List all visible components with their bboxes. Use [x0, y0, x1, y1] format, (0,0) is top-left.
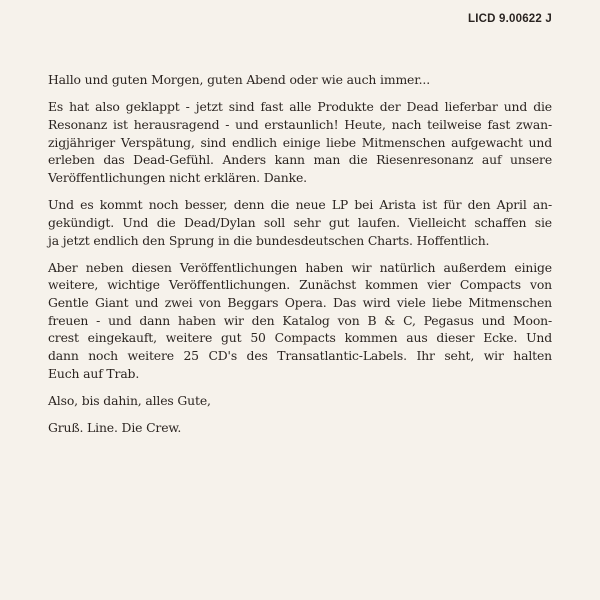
text-line: Gentle Giant und zwei von Beggars Opera. Das wird viele liebe Mitmenschen: [48, 295, 552, 311]
text-line: ja jetzt endlich den Sprung in die bundesdeutschen Charts. Hoffentlich.: [48, 232, 490, 248]
text-line: erleben das Dead-Gefühl. Anders kann man die Riesenresonanz auf unsere: [48, 152, 552, 168]
text-line: crest eingekauft, weitere gut 50 Compacts kommen aus dieser Ecke. Und: [48, 330, 552, 346]
catalog-number: LICD 9.00622 J: [468, 13, 552, 25]
text-line: Veröffentlichungen nicht erklären. Danke.: [48, 169, 307, 185]
text-line: Es hat also geklappt - jetzt sind fast alle Produkte der Dead lieferbar und die: [48, 99, 552, 115]
paragraph: [48, 71, 552, 89]
text-line: gekündigt. Und die Dead/Dylan soll sehr gut laufen. Vielleicht schaffen sie: [48, 214, 552, 230]
text-line: zigjähriger Verspätung, sind endlich einige liebe Mitmenschen aufgewacht und: [48, 134, 552, 150]
paragraph: [48, 419, 552, 437]
text-line: Resonanz ist herausragend - und erstaunlich! Heute, nach teilweise fast zwan-: [48, 116, 552, 132]
paragraph: [48, 392, 552, 410]
text-line: Hallo und guten Morgen, guten Abend oder wie auch immer...: [48, 72, 431, 87]
text-line: Also, bis dahin, alles Gute,: [48, 393, 211, 408]
text-line: Gruß. Line. Die Crew.: [48, 420, 182, 436]
text-line: Und es kommt noch besser, denn die neue LP bei Arista ist für den April an-: [48, 197, 552, 213]
paragraph: [48, 196, 552, 249]
text-line: Euch auf Trab.: [48, 365, 140, 381]
letter-body: [48, 71, 552, 446]
paragraph: [48, 98, 552, 186]
text-line: dann noch weitere 25 CD's des Transatlantic-Labels. Ihr seht, wir halten: [48, 348, 552, 364]
text-line: freuen - und dann haben wir den Katalog von B & C, Pegasus und Moon-: [48, 312, 552, 328]
paragraph: [48, 259, 552, 383]
text-line: weitere, wichtige Veröffentlichungen. Zunächst kommen vier Compacts von: [48, 277, 552, 293]
text-line: Aber neben diesen Veröffentlichungen haben wir natürlich außerdem einige: [48, 259, 552, 275]
